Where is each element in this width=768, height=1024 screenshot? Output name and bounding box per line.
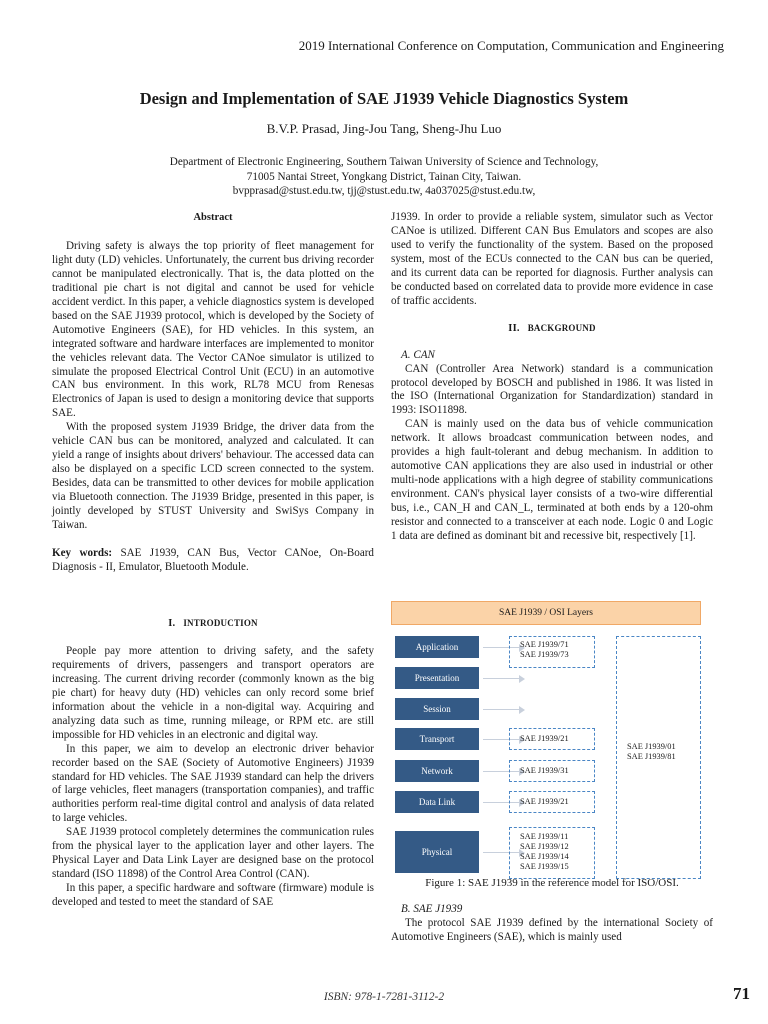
layer-network: Network xyxy=(395,760,479,782)
section-number: I. xyxy=(168,618,176,629)
layer-presentation: Presentation xyxy=(395,667,479,689)
subsection-heading: A. CAN xyxy=(401,348,435,361)
section-title: BACKGROUND xyxy=(527,322,596,333)
paper-authors: B.V.P. Prasad, Jing-Jou Tang, Sheng-Jhu Luo xyxy=(266,121,502,136)
standard-label: SAE J1939/01 xyxy=(627,742,676,751)
standard-box-network xyxy=(509,760,595,782)
isbn-footer: ISBN: 978-1-7281-3112-2 xyxy=(323,991,445,1003)
can-paragraph: CAN (Controller Area Network) standard is a communication protocol developed by BOSCH and published in 1986. It was listed in the ISO (International Organization for Standardization) standard in 1993: ISO11898. xyxy=(391,362,713,417)
layer-application: Application xyxy=(395,636,479,658)
layer-session: Session xyxy=(395,698,479,720)
abstract-heading: Abstract xyxy=(193,212,233,223)
affiliation-line: 71005 Nantai Street, Yongkang District, Tainan City, Taiwan. xyxy=(246,170,522,183)
figure-caption: Figure 1: SAE J1939 in the reference model for ISO/OSI. xyxy=(425,877,679,889)
standard-label: SAE J1939/31 xyxy=(520,766,569,775)
keywords-label: Key words: xyxy=(52,546,113,559)
keywords xyxy=(52,547,374,575)
subsection-heading: B. SAE J1939 xyxy=(401,903,463,915)
keywords-list: SAE J1939, CAN Bus, Vector CANoe, On-Board Diagnosis - II, Emulator, Bluetooth Module. xyxy=(52,546,374,573)
intro-paragraph: In this paper, we aim to develop an electronic driver behavior recorder based on the SAE (Society of Automotive Engineers) J1939 standard for HD vehicles. The SAE J1939 standard can help the drivers of large vehicles, fleet managers (transportation companies), and traffic authorities perform real-time digital control and analysis of data related to large vehicles. xyxy=(52,742,374,825)
conference-header: 2019 International Conference on Computation, Communication and Engineering xyxy=(298,38,724,53)
standard-label: SAE J1939/73 xyxy=(520,650,569,659)
section-title: INTRODUCTION xyxy=(183,618,258,628)
abstract-section xyxy=(52,211,374,575)
osi-layers-figure xyxy=(391,601,713,881)
standard-box-application xyxy=(509,636,595,668)
standard-label: SAE J1939/71 xyxy=(520,640,569,649)
sae-paragraph: The protocol SAE J1939 defined by the international Society of Automotive Engineers (SAE), which is mainly used xyxy=(391,916,713,943)
figure-title: SAE J1939 / OSI Layers xyxy=(391,601,701,625)
layer-physical: Physical xyxy=(395,831,479,873)
page-number: 71 xyxy=(733,984,750,1003)
paper-title: Design and Implementation of SAE J1939 Vehicle Diagnostics System xyxy=(139,89,629,108)
intro-paragraph: People pay more attention to driving safety, and the safety requirements of drivers, passengers and transport operators are increasing. The current driving recorder (commonly known as the big pie chart) for heavy duty (HD) vehicles can only record some brief information about the vehicle in a non-digital way. Acquiring and analyzing data such as time, running mileage, or RPM etc. are still impossible for HD vehicles in an electronic and digital way. xyxy=(52,644,374,741)
arrow-connector xyxy=(483,678,523,679)
standard-label: SAE J1939/15 xyxy=(520,862,569,871)
intro-paragraph: SAE J1939 protocol completely determines the communication rules from the physical layer to the application layer and other layers. The Physical Layer and Data Link Layer are designed base on the protocol standard (ISO 11898) of the Control Area Control (CAN). xyxy=(52,826,374,881)
standard-label: SAE J1939/12 xyxy=(520,842,569,851)
introduction-section xyxy=(52,617,374,910)
author-emails: bvpprasad@stust.edu.tw, tjj@stust.edu.tw, 4a037025@stust.edu.tw, xyxy=(232,185,536,197)
layer-data-link: Data Link xyxy=(395,791,479,813)
standard-label: SAE J1939/81 xyxy=(627,752,676,761)
section-heading xyxy=(391,322,713,336)
abstract-continued: J1939. In order to provide a reliable system, simulator such as Vector CANoe is utilized. Different CAN Bus Emulators and scopes are also used to verify the functionality of the system. Based on the proposed system, most of the ECUs connected to the CAN bus can be queried, and its current data can be reported for diagnosis. Further analysis can be conducted based on correlated data to provide more evidence in case of traffic accidents. xyxy=(391,211,713,307)
sae-j1939-section xyxy=(391,903,713,945)
standard-label: SAE J1939/11 xyxy=(520,832,569,841)
standard-box-physical xyxy=(509,827,595,879)
standard-label: SAE J1939/14 xyxy=(520,852,569,861)
section-heading xyxy=(52,617,374,631)
can-paragraph: CAN is mainly used on the data bus of vehicle communication network. It allows broadcast communication between nodes, and provides a high fault-tolerant and debug mechanism. In addition to automotive CAN applications they are also used in industrial or other multi-node applications with a high degree of stability communications environment. CAN's physical layer consists of a two-wire differential bus, i.e., CAN_H and CAN_L, terminated at both ends by a 120-ohm resistor and connected to a transceiver at each node. Logic 0 and Logic 1 data are defined as dominant bit and recessive bit, respectively [1]. xyxy=(391,418,713,543)
abstract-paragraph: Driving safety is always the top priority of fleet management for light duty (LD) vehicles. Unfortunately, the current bus driving recorder cannot be manipulated electronically. That is, the data plotted on the traditional pie chart is not digital and cannot be used for vehicle accident verdict. In this paper, a vehicle diagnostics system is developed based on the SAE J1939 protocol, which is developed by the Society of Automotive Engineers (SAE), for HD vehicles. In this system, an integrated software and hardware interfaces are implemented to monitor the vehicles relevant data. The Vector CANoe simulator is utilized to simulate the proposed Electrical Control Unit (ECU) in an automotive CAN bus environment. In this work, RL78 MCU from Renesas Electronics of Japan is used to design a monitoring device that supports SAE. xyxy=(52,239,374,420)
arrow-connector xyxy=(483,709,523,710)
abstract-paragraph: With the proposed system J1939 Bridge, the driver data from the vehicle CAN bus can be monitored, analyzed and calculated. It can yield a range of insights about drivers' behaviour. The accessed data can also be displayed on a specific LCD screen connected to the system. Besides, data can be transmitted to other devices for mobile application via Bluetooth connection. The J1939 Bridge, presented in this paper, is jointly developed by STUST University and SwiSys Company in Taiwan. xyxy=(52,421,374,532)
affiliation-line: Department of Electronic Engineering, Southern Taiwan University of Science and Technology, xyxy=(169,156,599,168)
right-column-top xyxy=(391,211,713,544)
section-number: II. xyxy=(508,322,520,334)
standard-label: SAE J1939/21 xyxy=(520,797,569,806)
layer-transport: Transport xyxy=(395,728,479,750)
standard-label: SAE J1939/21 xyxy=(520,734,569,743)
intro-paragraph: In this paper, a specific hardware and software (firmware) module is developed and tested to meet the standard of SAE xyxy=(52,882,374,909)
standard-box-all-layers xyxy=(616,636,701,879)
standard-box-transport xyxy=(509,728,595,750)
affiliation xyxy=(0,155,768,199)
standard-box-data-link xyxy=(509,791,595,813)
